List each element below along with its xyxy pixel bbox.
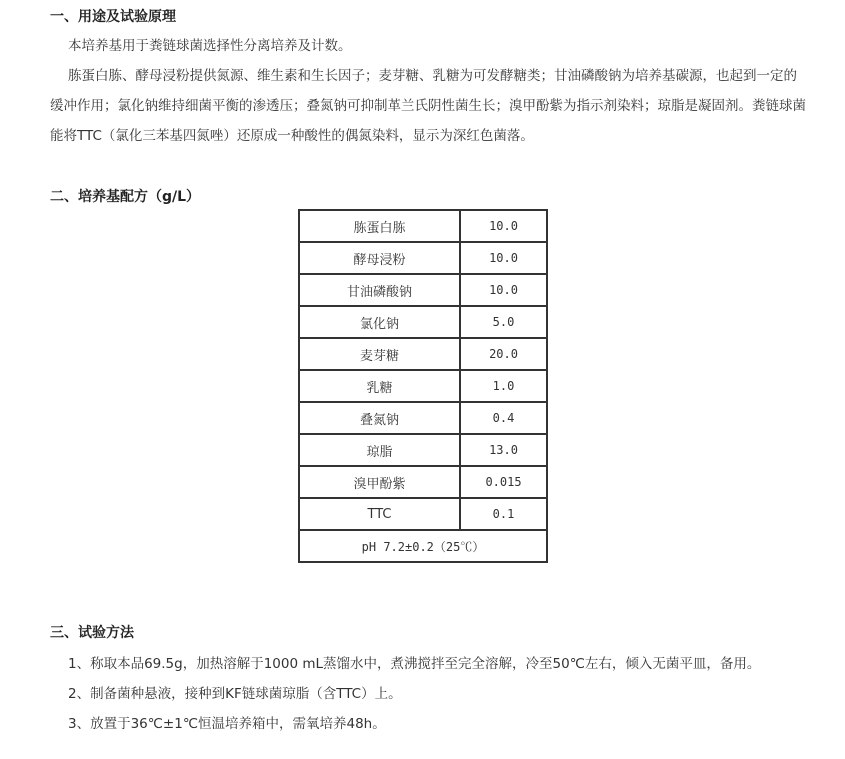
table-row (299, 498, 547, 530)
ingredient-value: 0.1 (460, 498, 547, 530)
table-row (299, 338, 547, 370)
ingredient-value: 13.0 (460, 434, 547, 466)
ingredient-value: 0.015 (460, 466, 547, 498)
table-row-ph (299, 530, 547, 562)
ingredient-value: 0.4 (460, 402, 547, 434)
ingredient-value: 1.0 (460, 370, 547, 402)
section-3-heading: 三、试验方法 (50, 625, 134, 641)
table-row (299, 370, 547, 402)
ingredient-name: 溴甲酚紫 (299, 466, 460, 498)
ingredient-name: 琼脂 (299, 434, 460, 466)
table-row (299, 434, 547, 466)
table-row (299, 306, 547, 338)
ingredient-name: TTC (299, 498, 460, 530)
ingredient-name: 氯化钠 (299, 306, 460, 338)
table-row (299, 466, 547, 498)
section-2-heading: 二、培养基配方（g/L） (50, 189, 201, 205)
ingredient-name: 叠氮钠 (299, 402, 460, 434)
ingredient-value: 20.0 (460, 338, 547, 370)
method-step-1: 1、称取本品69.5g，加热溶解于1000 mL蒸馏水中，煮沸搅拌至完全溶解，冷至50℃左右，倾入无菌平皿，备用。 (68, 656, 761, 672)
table-row (299, 210, 547, 242)
ingredient-value: 5.0 (460, 306, 547, 338)
section-1-heading: 一、用途及试验原理 (50, 9, 176, 25)
ingredient-name: 麦芽糖 (299, 338, 460, 370)
ingredient-value: 10.0 (460, 242, 547, 274)
ingredient-name: 酵母浸粉 (299, 242, 460, 274)
ingredient-value: 10.0 (460, 274, 547, 306)
table-row (299, 402, 547, 434)
method-step-3: 3、放置于36℃±1℃恒温培养箱中，需氧培养48h。 (68, 716, 386, 732)
ingredient-name: 胨蛋白胨 (299, 210, 460, 242)
ingredient-name: 甘油磷酸钠 (299, 274, 460, 306)
ingredient-value: 10.0 (460, 210, 547, 242)
ingredient-name: 乳糖 (299, 370, 460, 402)
ph-value: pH 7.2±0.2（25℃） (299, 530, 547, 562)
table-row (299, 274, 547, 306)
formula-table (298, 209, 548, 563)
section-1-paragraph-1: 本培养基用于粪链球菌选择性分离培养及计数。 (68, 38, 352, 54)
method-step-2: 2、制备菌种悬液，接种到KF链球菌琼脂（含TTC）上。 (68, 686, 402, 702)
section-1-paragraph-2: 胨蛋白胨、酵母浸粉提供氮源、维生素和生长因子；麦芽糖、乳糖为可发酵糖类；甘油磷酸钠为培养基碳源，也起到一定的缓冲作用；氯化钠维持细菌平衡的渗透压；叠氮钠可抑制革兰氏阴性菌生长；溴甲酚紫为指示剂染料；琼脂是凝固剂。粪链球菌能将TTC（氯化三苯基四氮唑）还原成一种酸性的偶氮染料，显示为深红色菌落。 (50, 68, 806, 144)
table-row (299, 242, 547, 274)
